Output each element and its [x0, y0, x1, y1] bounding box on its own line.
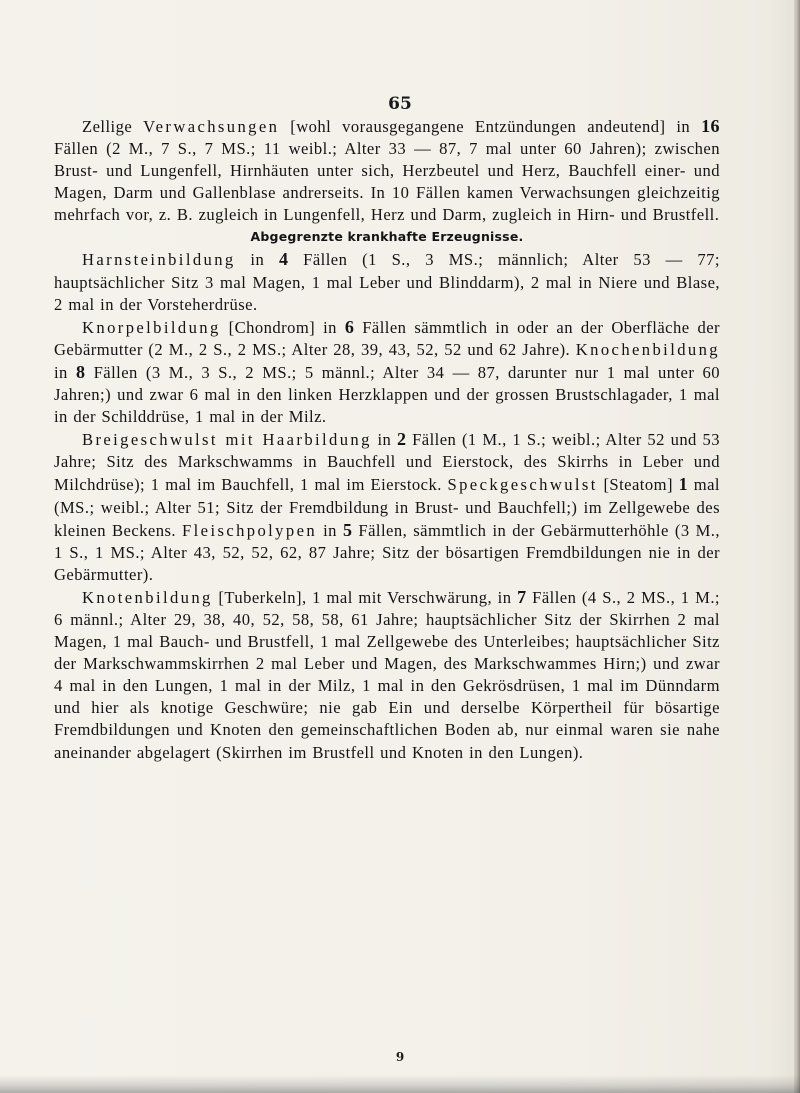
- text: Fällen, sämmtlich in der Gebärmutterhöhle (3 M., 1 S., 1 MS.; Alter 43, 52, 52, 62, 87 Jahre; Sitz der bösartigen Fremdbildungen nie in der Gebärmutter).: [54, 520, 721, 584]
- page-edge-shadow: [794, 0, 800, 1093]
- body-text: [54, 115, 720, 764]
- page-bottom-shadow: [0, 1075, 800, 1093]
- case-count: 6: [344, 316, 355, 337]
- paragraph-breigeschwulst: [54, 428, 720, 586]
- term-knotenbildung: Knotenbildung: [82, 587, 213, 607]
- signature-mark: 9: [395, 1050, 405, 1064]
- term-speckgeschwulst: Speckgeschwulst: [447, 475, 598, 495]
- text: in: [235, 250, 279, 270]
- case-count: 1: [678, 474, 689, 495]
- paragraph-harnsteinbildung: [54, 248, 720, 315]
- paragraph-knorpelbildung: [54, 316, 720, 428]
- text: Fällen (2 M., 7 S., 7 MS.; 11 weibl.; Alter 33 — 87, 7 mal unter 60 Jahren); zwischen Brust- und Lungenfell, Hirnhäuten unter sich, Herzbeutel und Herz, Bauchfell einer- und Magen, Darm und Gallenblase andrerseits. In 10 Fällen kamen Verwachsungen gleichzeitig mehrfach vor, z. B. zugleich in Lungenfell, Herz und Darm, zugleich in Hirn- und Brustfell.: [54, 139, 720, 225]
- text: [Chondrom] in: [220, 317, 345, 337]
- text: Fällen (4 S., 2 MS., 1 M.; 6 männl.; Alter 29, 38, 40, 52, 58, 58, 61 Jahre; hauptsächlicher Sitz der Skirrhen 2 mal Magen, 1 mal Bauch- und Brustfell, 1 mal Zellgewebe des Unterleibes; hauptsächlicher Sitz der Markschwammskirrhen 2 mal Leber und Magen, des Markschwammes Hirn;) und zwar 4 mal in den Lungen, 1 mal in der Milz, 1 mal in den Gekrösdrüsen, 1 mal im Dünndarm und hier als knotige Geschwüre; nie gab Ein und derselbe Körpertheil für bösartige Fremdbildungen und Knoten den gemeinschaftlichen Boden ab, nur einmal waren sie nahe aneinander abgelagert (Skirrhen im Brustfell und Knoten in den Lungen).: [54, 587, 720, 762]
- text: mal (MS.; weibl.; Alter 51; Sitz der Fremdbildung in Brust- und Bauchfell;) im Zellgewebe des kleinen Beckens.: [54, 475, 720, 540]
- case-count: 2: [396, 429, 407, 450]
- term-breigeschwulst: Breigeschwulst mit Haarbildung: [82, 430, 372, 450]
- text: in: [54, 362, 76, 382]
- text: in: [371, 430, 397, 450]
- text: Fällen sämmtlich in oder an der Oberfläche der Gebärmutter (2 M., 2 S., 2 MS.; Alter 28, 39, 43, 52, 52 und 62 Jahre).: [54, 317, 721, 359]
- page-number: 65: [388, 94, 412, 114]
- paragraph-verwachsungen: [54, 115, 720, 226]
- text: [wohl vorausgegangene Entzündungen andeutend] in: [279, 117, 702, 136]
- case-count: 7: [517, 586, 527, 607]
- text: [Tuberkeln], 1 mal mit Verschwärung, in: [212, 587, 518, 607]
- term-verwachsungen: Verwachsungen: [143, 117, 280, 136]
- text: Fällen (1 M., 1 S.; weibl.; Alter 52 und 53 Jahre; Sitz des Markschwamms in Bauchfell und Eierstock, des Skirrhs in Leber und Milchdrüse); 1 mal im Bauchfell, 1 mal im Eierstock.: [54, 430, 720, 495]
- term-harnsteinbildung: Harnsteinbildung: [82, 250, 236, 270]
- paragraph-knotenbildung: [54, 586, 720, 764]
- text: Fällen (3 M., 3 S., 2 MS.; 5 männl.; Alter 34 — 87, darunter nur 1 mal unter 60 Jahren;) und zwar 6 mal in den linken Herzklappen und der grossen Brustschlagader, 1 mal in der Schilddrüse, 1 mal in der Milz.: [54, 362, 720, 427]
- text: [Steatom]: [597, 475, 679, 495]
- case-count: 5: [342, 519, 353, 540]
- text: Fällen (1 S., 3 MS.; männlich; Alter 53 — 77; hauptsächlicher Sitz 3 mal Magen, 1 mal Leber und Blinddarm), 2 mal in Niere und Blase, 2 mal in der Vorsteherdrüse.: [54, 250, 720, 314]
- case-count: 4: [278, 249, 289, 270]
- term-knochenbildung: Knochenbildung: [575, 339, 720, 359]
- section-heading: Abgegrenzte krankhafte Erzeugnisse.: [250, 229, 524, 245]
- case-count: 8: [75, 361, 86, 382]
- text: in: [317, 520, 343, 540]
- text: Zellige: [82, 117, 144, 136]
- term-knorpelbildung: Knorpelbildung: [82, 317, 221, 337]
- case-count: 16: [701, 116, 720, 136]
- term-fleischpolypen: Fleischpolypen: [182, 520, 318, 540]
